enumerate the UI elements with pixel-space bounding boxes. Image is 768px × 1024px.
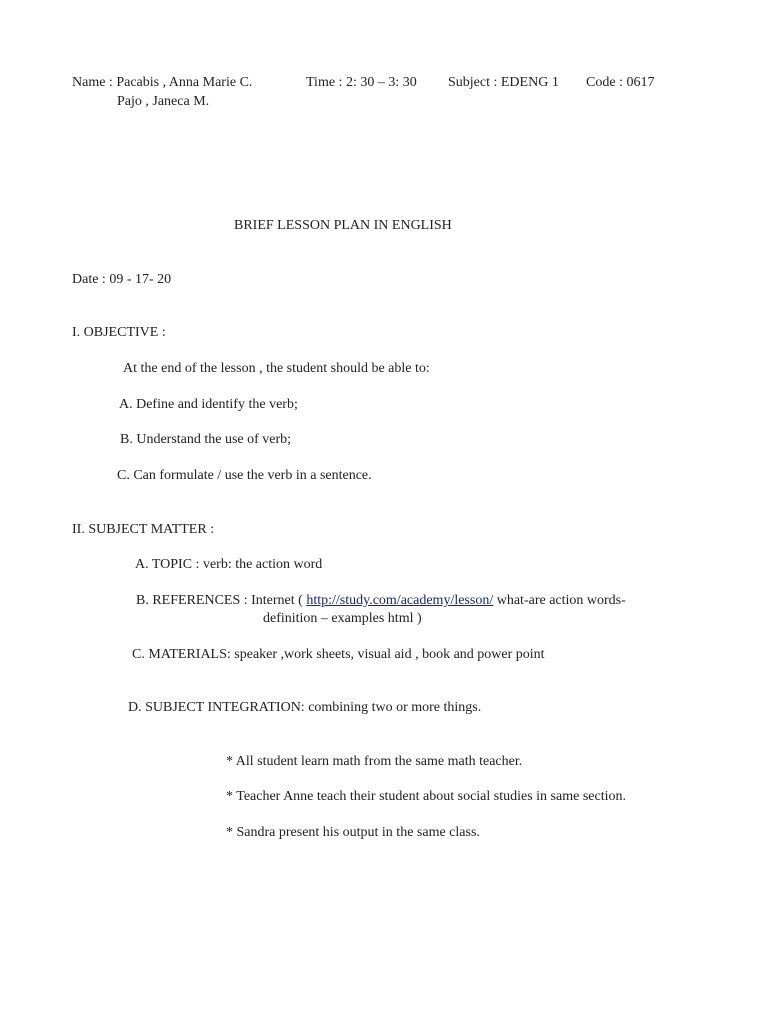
objective-item-c: C. Can formulate / use the verb in a sentence. (117, 468, 372, 483)
objective-heading: I. OBJECTIVE : (72, 325, 166, 340)
references-line (136, 592, 626, 609)
integration-example-1: * All student learn math from the same math teacher. (226, 754, 523, 769)
integration-example-3: * Sandra present his output in the same class. (226, 825, 480, 840)
section-code: Code : 0617 (586, 75, 655, 90)
student-name-2: Pajo , Janeca M. (117, 94, 210, 109)
topic-line: A. TOPIC : verb: the action word (135, 557, 323, 572)
student-name-1: Name : Pacabis , Anna Marie C. (72, 75, 253, 90)
subject-matter-heading: II. SUBJECT MATTER : (72, 522, 215, 537)
references-line-2: definition – examples html ) (263, 611, 422, 626)
subject-code: Subject : EDENG 1 (448, 75, 559, 90)
references-suffix: what-are action words- (496, 593, 626, 608)
objective-intro: At the end of the lesson , the student should be able to: (123, 361, 430, 376)
materials-line: C. MATERIALS: speaker ,work sheets, visual aid , book and power point (132, 647, 545, 662)
class-time: Time : 2: 30 – 3: 30 (306, 75, 417, 90)
integration-example-2: * Teacher Anne teach their student about social studies in same section. (226, 789, 626, 804)
document-title: BRIEF LESSON PLAN IN ENGLISH (234, 218, 452, 233)
objective-item-a: A. Define and identify the verb; (119, 397, 298, 412)
references-prefix: B. REFERENCES : Internet ( (136, 593, 303, 608)
objective-item-b: B. Understand the use of verb; (120, 432, 292, 447)
lesson-date: Date : 09 - 17- 20 (72, 272, 172, 287)
integration-line: D. SUBJECT INTEGRATION: combining two or more things. (128, 700, 482, 715)
references-link[interactable]: http://study.com/academy/lesson/ (306, 593, 494, 608)
